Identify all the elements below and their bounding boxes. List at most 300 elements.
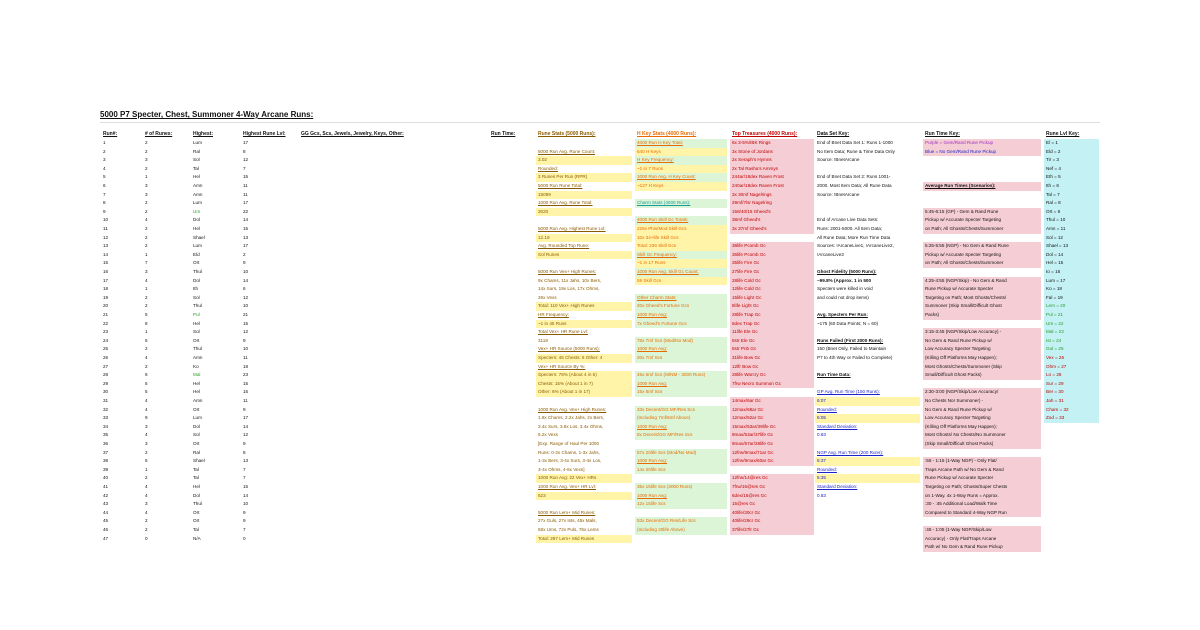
rune-count-cell: 0 bbox=[145, 535, 148, 541]
runestats-cell: [Exp. Range of Haul Per 1000 bbox=[538, 441, 600, 446]
highest-rune-cell: Lum bbox=[193, 415, 202, 421]
datakey-cell: 6:07 bbox=[815, 397, 920, 406]
highest-lvl-cell: 10 bbox=[243, 501, 249, 507]
highest-rune-cell: Thul bbox=[193, 269, 202, 274]
runestats-cell: 27x Guls, 27x Ists, 45x Mals, bbox=[538, 518, 597, 524]
highest-rune-cell: Hel bbox=[193, 226, 200, 231]
timekey-cell: No Gem & Rand Rune Pickup w/ bbox=[923, 406, 1041, 415]
run-number-cell: 46 bbox=[103, 527, 109, 532]
datakey-cell: Source: !BnetArcane bbox=[817, 157, 860, 163]
run-number-cell: 36 bbox=[103, 441, 109, 446]
header-run: Run#: bbox=[103, 131, 118, 137]
highest-rune-cell: Shael bbox=[193, 458, 205, 464]
datakey-cell: Rounded: bbox=[817, 466, 837, 472]
timekey-cell: :55 - 1:15 (1-Way NGP) - Only Flat/ bbox=[923, 457, 1041, 466]
datakey-cell: ~175 (60 Data Points; N = 60) bbox=[817, 320, 879, 326]
timekey-cell: :45 - 1:05 (1-Way NGP/Skip/Low bbox=[923, 526, 1041, 535]
hkey-cell: ~1 in 7 Runs bbox=[635, 165, 727, 174]
rune-count-cell: 1 bbox=[145, 329, 148, 335]
hkey-cell: (Including 20life Above) bbox=[635, 526, 727, 535]
highest-rune-cell: Tal bbox=[193, 527, 199, 532]
runestats-cell: 5000 Run Rune Total: bbox=[538, 183, 583, 188]
hkey-cell: 20x Gheed's Fortune Gcs bbox=[635, 302, 727, 311]
lvlkey-cell: Gul = 25 bbox=[1044, 345, 1099, 354]
treasure-cell: 158/40/15 Gheed's bbox=[730, 208, 814, 217]
run-number-cell: 20 bbox=[103, 303, 109, 309]
timekey-cell: (Killing Off Platforms May Happen); bbox=[923, 423, 1041, 432]
highest-lvl-cell: 8 bbox=[243, 449, 246, 455]
rune-count-cell: 2 bbox=[145, 363, 148, 369]
highest-lvl-cell: 17 bbox=[243, 140, 249, 145]
timekey-cell: Pickup w/ Accurate Specter Targeting bbox=[923, 251, 1041, 260]
run-number-cell: 29 bbox=[103, 380, 109, 386]
rune-count-cell: 4 bbox=[145, 432, 148, 438]
rune-count-cell: 5 bbox=[145, 458, 148, 464]
rune-count-cell: 4 bbox=[145, 484, 148, 489]
treasure-cell: 12max/68ar Gc bbox=[730, 406, 814, 415]
highest-lvl-cell: 9 bbox=[243, 509, 246, 515]
run-number-cell: 44 bbox=[103, 509, 109, 515]
highest-lvl-cell: 6 bbox=[243, 286, 246, 292]
treasure-cell: 5str Pnb Gc bbox=[730, 345, 814, 354]
treasure-cell: 3x 37mf Gheed's bbox=[730, 225, 814, 234]
datakey-cell: GP Avg. Run Time (150 Runs): bbox=[817, 389, 880, 395]
timekey-cell: Pickup w/ Accurate Specter Targeting bbox=[923, 216, 1041, 225]
highest-lvl-cell: 10 bbox=[243, 303, 249, 309]
datakey-cell: Run Time Data: bbox=[817, 372, 851, 378]
run-number-cell: 43 bbox=[103, 501, 109, 507]
runestats-cell: 26x Vexs bbox=[538, 294, 557, 300]
lvlkey-cell: Shael = 13 bbox=[1044, 242, 1099, 251]
rune-count-cell: 2 bbox=[145, 200, 148, 206]
timekey-cell: Compared to Standard 4-Way NGP Run bbox=[923, 509, 1041, 518]
run-number-cell: 18 bbox=[103, 286, 109, 292]
highest-lvl-cell: 12 bbox=[243, 432, 249, 438]
hkey-cell: Skill Gc Frequency: bbox=[635, 251, 727, 260]
highest-rune-cell: Amn bbox=[193, 191, 203, 197]
header-treasure: Top Treasures (4000 Runs): bbox=[732, 131, 798, 137]
highest-rune-cell: Dol bbox=[193, 492, 200, 498]
lvlkey-cell: Ohm = 27 bbox=[1044, 363, 1099, 372]
hkey-cell: 33x Decent/GG MF/Res Scs bbox=[635, 406, 727, 415]
run-number-cell: 4 bbox=[103, 165, 106, 171]
header-runestats: Rune Stats (5000 Runs): bbox=[538, 131, 596, 137]
highest-rune-cell: Mal bbox=[193, 372, 201, 378]
runestats-cell: Total: 110 Vex+ High Runes bbox=[536, 302, 632, 311]
run-number-cell: 15 bbox=[103, 260, 109, 266]
hkey-cell: 226x Phis/Mod Skill Gcs bbox=[635, 225, 727, 234]
lvlkey-cell: Mal = 23 bbox=[1044, 328, 1099, 337]
highest-lvl-cell: 15 bbox=[243, 484, 249, 489]
hkey-cell: 1000 Run Avg: bbox=[635, 345, 727, 354]
runestats-cell: HR Frequency: bbox=[538, 312, 569, 317]
highest-rune-cell: Hel bbox=[193, 389, 200, 395]
timekey-cell: Targeting on Path; Ghosts/Super Chests bbox=[923, 483, 1041, 492]
run-number-cell: 40 bbox=[103, 475, 109, 481]
header-gg: GG Gcs, Scs, Jewels, Jewelry, Keys, Other: bbox=[301, 131, 404, 137]
highest-rune-cell: Ort bbox=[193, 441, 200, 446]
hkey-cell: 12x 15life Scs bbox=[635, 500, 727, 509]
hkey-cell: 45x 6mf Scs (M/NM - 3000 Runs) bbox=[635, 371, 727, 380]
hkey-cell: 57x 20life Scs (Mod/No Mod) bbox=[635, 449, 727, 458]
treasure-cell: 35life Fire Gc bbox=[730, 259, 814, 268]
treasure-cell: 3x Stone of Jordans bbox=[730, 148, 814, 157]
highest-lvl-cell: 17 bbox=[243, 200, 249, 206]
datakey-cell: Ghost Fidelity (5000 Runs): bbox=[817, 269, 877, 274]
highest-rune-cell: Sol bbox=[193, 432, 200, 438]
datakey-cell: Avg. Specters Per Run: bbox=[817, 312, 868, 317]
highest-rune-cell: Thul bbox=[193, 501, 202, 507]
rune-count-cell: 2 bbox=[145, 165, 148, 171]
timekey-cell: (Skip Small/Difficult Ghost Packs) bbox=[923, 440, 1041, 449]
treasure-cell: 15max/53ar/39life Gc bbox=[730, 423, 814, 432]
datakey-cell: Sources: !ArcaneLive1, !ArcaneLive2, bbox=[817, 243, 894, 249]
run-number-cell: 23 bbox=[103, 329, 109, 335]
runestats-cell: 3020 bbox=[536, 208, 632, 217]
highest-lvl-cell: 17 bbox=[243, 415, 249, 421]
runestats-cell: 15099 bbox=[536, 191, 632, 200]
rune-count-cell: 3 bbox=[145, 183, 148, 188]
hkey-cell: 1000 Run Avg: bbox=[635, 311, 727, 320]
highest-rune-cell: Dol bbox=[193, 217, 200, 223]
treasure-cell: 5str Ele Gc bbox=[730, 337, 814, 346]
runestats-cell: Chests: 15% (About 1 in 7) bbox=[536, 380, 632, 389]
header-runtime: Run Time: bbox=[491, 131, 516, 137]
run-number-cell: 45 bbox=[103, 518, 109, 524]
highest-rune-cell: Tal bbox=[193, 475, 199, 481]
rune-count-cell: 6 bbox=[145, 372, 148, 378]
rune-count-cell: 2 bbox=[145, 140, 148, 145]
treasure-cell: 14max/6ar Gc bbox=[730, 397, 814, 406]
hkey-cell: 640 H Keys bbox=[635, 148, 727, 157]
treasure-cell: 15life Light Gc bbox=[730, 294, 814, 303]
treasure-cell: 12lfr Bow Gc bbox=[730, 363, 814, 372]
datakey-cell: End of Bnet Data Set 1: Runs 1-1000 bbox=[817, 140, 893, 145]
run-number-cell: 41 bbox=[103, 484, 109, 489]
highest-lvl-cell: 10 bbox=[243, 346, 249, 352]
run-number-cell: 5 bbox=[103, 174, 106, 180]
run-number-cell: 42 bbox=[103, 492, 109, 498]
treasure-cell: 37life/27lr Gc bbox=[730, 526, 814, 535]
run-number-cell: 3 bbox=[103, 157, 106, 163]
treasure-cell: 2x Tal Rasha's Ammys bbox=[730, 165, 814, 174]
run-number-cell: 11 bbox=[103, 226, 108, 231]
highest-rune-cell: Amn bbox=[193, 398, 203, 403]
rune-count-cell: 5 bbox=[145, 380, 148, 386]
timekey-cell: Most Ghosts/Chests/Summoner (Skip bbox=[923, 363, 1041, 372]
timekey-cell: Blue = No Gem/Rand Rune Pickup bbox=[923, 148, 1041, 157]
rune-count-cell: 2 bbox=[145, 527, 148, 532]
runestats-cell: Total Vex+ HR Rune Lvl: bbox=[538, 329, 588, 335]
rune-count-cell: 4 bbox=[145, 398, 148, 403]
hkey-cell: 14x 20life Scs bbox=[635, 466, 727, 475]
datakey-cell: and could not drop items) bbox=[817, 294, 869, 300]
hkey-cell: H Key Frequency: bbox=[635, 156, 727, 165]
highest-lvl-cell: 18 bbox=[243, 363, 249, 369]
timekey-cell: Most Ghosts/ No Chests/No Summoner bbox=[923, 431, 1041, 440]
runestats-cell: 1000 Run Avg. Vex+ HR Lvl: bbox=[538, 484, 597, 489]
timekey-cell: on Path; All Ghosts/Chests/Summoner bbox=[923, 225, 1041, 234]
highest-rune-cell: Ort bbox=[193, 406, 200, 412]
highest-rune-cell: Ral bbox=[193, 449, 200, 455]
run-number-cell: 6 bbox=[103, 183, 106, 188]
datakey-cell: P7 to 4th Way or Failed to Complete) bbox=[817, 355, 893, 360]
lvlkey-cell: Jah = 31 bbox=[1044, 397, 1099, 406]
timekey-cell: Purple = Gem/Rand Rune Pickup bbox=[923, 139, 1041, 148]
lvlkey-cell: Ko = 18 bbox=[1044, 285, 1099, 294]
runestats-cell: Specters: 78% (About 4 in 5) bbox=[536, 371, 632, 380]
runestats-cell: 1000 Run Avg: 22 Vex+ HRs bbox=[536, 474, 632, 483]
rune-count-cell: 2 bbox=[145, 518, 148, 524]
rune-count-cell: 3 bbox=[145, 191, 148, 197]
highest-rune-cell: Lum bbox=[193, 200, 202, 206]
highest-lvl-cell: 8 bbox=[243, 148, 246, 154]
timekey-cell: No Chests Nor Summoner) - bbox=[923, 397, 1041, 406]
lvlkey-cell: Um = 22 bbox=[1044, 320, 1099, 329]
datakey-cell: ~99.8% (Approx. 1 in 500 bbox=[817, 277, 871, 283]
highest-lvl-cell: 23 bbox=[243, 372, 249, 378]
datakey-cell: Standard Deviation: bbox=[817, 484, 858, 489]
hkey-cell: Other Charm Stats: bbox=[635, 294, 727, 303]
datakey-cell: !ArcaneLive3 bbox=[817, 251, 844, 257]
highest-lvl-cell: 22 bbox=[243, 208, 249, 214]
highest-rune-cell: Amn bbox=[193, 183, 203, 188]
runestats-cell: 9x Chams, 11x Jahs, 10x Bers, bbox=[538, 277, 602, 283]
run-number-cell: 7 bbox=[103, 191, 106, 197]
runestats-cell: Vex+ HR Source By %: bbox=[538, 363, 586, 369]
datakey-cell: 0.83 bbox=[817, 432, 826, 438]
treasure-cell: 38mf Gheed's bbox=[730, 216, 814, 225]
hkey-cell: 8x Decent/GG MF/Res Scs bbox=[635, 431, 727, 440]
treasure-cell: 9max/53ar/37life Gc bbox=[730, 431, 814, 440]
rune-count-cell: 8 bbox=[145, 320, 148, 326]
treasure-cell: 29mf/7lsr Nagelring bbox=[730, 199, 814, 208]
runestats-cell: Avg. Rounded Top Rune: bbox=[538, 243, 590, 249]
highest-lvl-cell: 13 bbox=[243, 234, 249, 240]
highest-rune-cell: Lum bbox=[193, 140, 202, 145]
highest-lvl-cell: 11 bbox=[243, 191, 248, 197]
hkey-cell: 35x 15life Scs (3000 Runs) bbox=[635, 483, 727, 492]
run-number-cell: 10 bbox=[103, 217, 109, 223]
run-number-cell: 33 bbox=[103, 415, 109, 421]
treasure-cell: 12frw/9max/60ar Gc bbox=[730, 457, 814, 466]
run-number-cell: 24 bbox=[103, 337, 109, 343]
timekey-cell: Accuracy) - Only Flat/Traps Arcane bbox=[923, 535, 1041, 544]
run-number-cell: 21 bbox=[103, 312, 109, 317]
rune-count-cell: 2 bbox=[145, 303, 148, 309]
highest-rune-cell: Hel bbox=[193, 174, 200, 180]
run-number-cell: 26 bbox=[103, 355, 109, 360]
timekey-cell: 3:15-3:45 (NGP/Skip/Low Accuracy) - bbox=[923, 328, 1041, 337]
highest-rune-cell: Thul bbox=[193, 346, 202, 352]
runestats-cell: 14x Surs, 19x Los, 17x Ohms, bbox=[538, 286, 600, 292]
rune-count-cell: 5 bbox=[145, 312, 148, 317]
runestats-cell: ~1 in 45 Runs bbox=[536, 320, 632, 329]
highest-rune-cell: Ort bbox=[193, 260, 200, 266]
rune-count-cell: 7 bbox=[145, 260, 148, 266]
rune-count-cell: 2 bbox=[145, 294, 148, 300]
run-number-cell: 12 bbox=[103, 234, 109, 240]
runestats-cell: 623 bbox=[536, 492, 632, 501]
timekey-cell: Low Accuracy Specter Targeting bbox=[923, 414, 1041, 423]
highest-rune-cell: N/A bbox=[193, 535, 201, 541]
rune-count-cell: 2 bbox=[145, 148, 148, 154]
highest-rune-cell: Thul bbox=[193, 303, 202, 309]
highest-rune-cell: Ort bbox=[193, 509, 200, 515]
run-number-cell: 2 bbox=[103, 148, 106, 154]
highest-lvl-cell: 14 bbox=[243, 277, 249, 283]
treasure-cell: 15@res Gc bbox=[730, 500, 814, 509]
rune-count-cell: 1 bbox=[145, 251, 148, 257]
datakey-cell: 5:35 bbox=[815, 474, 920, 483]
treasure-cell: 8life Light Gc bbox=[730, 302, 814, 311]
highest-lvl-cell: 14 bbox=[243, 492, 249, 498]
lvlkey-cell: Amn = 11 bbox=[1044, 225, 1099, 234]
datakey-cell: Source: !BnetArcane bbox=[817, 191, 860, 197]
lvlkey-cell: Ist = 24 bbox=[1044, 337, 1099, 346]
datakey-cell: Runs Failed (First 2000 Runs): bbox=[817, 337, 884, 343]
title-divider bbox=[100, 122, 1100, 123]
highest-lvl-cell: 17 bbox=[243, 243, 249, 249]
highest-lvl-cell: 15 bbox=[243, 389, 249, 395]
lvlkey-cell: Fal = 19 bbox=[1044, 294, 1099, 303]
rune-count-cell: 4 bbox=[145, 492, 148, 498]
datakey-cell: 6:05 bbox=[815, 414, 920, 423]
rune-count-cell: 4 bbox=[145, 406, 148, 412]
hkey-cell: 1000 Run Avg. Skill Gc Count: bbox=[635, 268, 727, 277]
hkey-cell: 1000 Run Avg: bbox=[635, 492, 727, 501]
run-number-cell: 34 bbox=[103, 423, 109, 429]
treasure-cell: 7frw Necro Summon Gc bbox=[730, 380, 814, 389]
datakey-cell: Specters were killed in void bbox=[817, 286, 873, 292]
highest-rune-cell: Sol bbox=[193, 294, 200, 300]
treasure-cell: 244ar/18dex Raven Frost bbox=[730, 173, 814, 182]
treasure-cell: 40life/29cr Gc bbox=[730, 517, 814, 526]
header-highest: Highest: bbox=[193, 131, 213, 137]
treasure-cell: 3x 30mf Nagelrings bbox=[730, 191, 814, 200]
runestats-cell: 5000 Run Vex+ High Runes: bbox=[538, 269, 597, 274]
hkey-cell: Charm Stats (4000 Runs): bbox=[635, 199, 727, 208]
hkey-cell: 78x 7mf Scs (Mod/No Mod) bbox=[635, 337, 727, 346]
hkey-cell: 4000 Run Skill Gc Totals: bbox=[635, 216, 727, 225]
header-lvlkey: Rune Lvl Key: bbox=[1046, 131, 1080, 137]
hkey-cell: 1000 Run Avg. H Key Count: bbox=[635, 173, 727, 182]
highest-lvl-cell: 12 bbox=[243, 157, 249, 163]
highest-lvl-cell: 9 bbox=[243, 406, 246, 412]
datakey-cell: 150 (Bnet Only, Failed to Maintain bbox=[817, 346, 887, 352]
lvlkey-cell: Sur = 29 bbox=[1044, 380, 1099, 389]
highest-rune-cell: Pul bbox=[193, 312, 200, 317]
highest-lvl-cell: 2 bbox=[243, 251, 246, 257]
lvlkey-cell: Ith = 6 bbox=[1044, 182, 1099, 191]
treasure-cell: 5dex Trap Gc bbox=[730, 320, 814, 329]
rune-count-cell: 1 bbox=[145, 466, 148, 472]
highest-rune-cell: Tal bbox=[193, 165, 199, 171]
lvlkey-cell: Hel = 15 bbox=[1044, 259, 1099, 268]
rune-count-cell: 3 bbox=[145, 157, 148, 163]
treasure-cell: 12max/52ar Gc bbox=[730, 414, 814, 423]
highest-rune-cell: Um bbox=[193, 208, 201, 214]
highest-lvl-cell: 9 bbox=[243, 260, 246, 266]
hkey-cell: 1000 Run Avg: bbox=[635, 380, 727, 389]
run-number-cell: 16 bbox=[103, 269, 109, 274]
hkey-cell: 7x Gheed's Fortune Gcs bbox=[635, 320, 727, 329]
runestats-cell: Rounded: bbox=[538, 165, 558, 171]
header-timekey: Run Time Key: bbox=[925, 131, 960, 137]
treasure-cell: 12frw/14@res Gc bbox=[730, 474, 814, 483]
rune-count-cell: 2 bbox=[145, 208, 148, 214]
treasure-cell: 11life Ele Gc bbox=[730, 328, 814, 337]
rune-count-cell: 3 bbox=[145, 423, 148, 429]
runestats-cell: Runs: 0-2x Chams, 1-3x Jahs, bbox=[538, 449, 600, 455]
hkey-cell: 4000 Run H Key Total: bbox=[635, 139, 727, 148]
run-number-cell: 9 bbox=[103, 208, 106, 214]
treasure-cell: 12life Cold Gc bbox=[730, 285, 814, 294]
rune-count-cell: 2 bbox=[145, 226, 148, 231]
datakey-cell: 0.83 bbox=[817, 492, 826, 498]
timekey-cell: Packs) bbox=[923, 311, 1041, 320]
treasure-cell: 12frw/9max/71ar Gc bbox=[730, 449, 814, 458]
datakey-cell: 2000. Most Item Data; All Rune Data bbox=[817, 183, 892, 188]
run-number-cell: 19 bbox=[103, 294, 109, 300]
lvlkey-cell: El = 1 bbox=[1044, 139, 1099, 148]
timekey-cell: 5:45-6:15 (GP) - Gem & Rand Rune bbox=[923, 208, 1041, 217]
hkey-cell: ~1 in 17 Runs bbox=[635, 259, 727, 268]
lvlkey-cell: Tal = 7 bbox=[1044, 191, 1099, 200]
highest-rune-cell: Dol bbox=[193, 423, 200, 429]
lvlkey-cell: Lo = 28 bbox=[1044, 371, 1099, 380]
treasure-cell: 6dex/15@res Gc bbox=[730, 492, 814, 501]
highest-lvl-cell: 21 bbox=[243, 312, 249, 317]
runestats-cell: Specters: 45 Chests: 6 Other: 4 bbox=[536, 354, 632, 363]
run-number-cell: 28 bbox=[103, 372, 109, 378]
lvlkey-cell: Tir = 3 bbox=[1044, 156, 1099, 165]
highest-rune-cell: Hel bbox=[193, 484, 200, 489]
lvlkey-cell: Ral = 8 bbox=[1044, 199, 1099, 208]
treasure-cell: 28life Cold Gc bbox=[730, 277, 814, 286]
lvlkey-cell: Thul = 10 bbox=[1044, 216, 1099, 225]
hkey-cell: 53x Decent/GG Res/Life Scs bbox=[635, 517, 727, 526]
highest-lvl-cell: 7 bbox=[243, 527, 246, 532]
treasure-cell: 36life Pcomb Gc bbox=[730, 251, 814, 260]
rune-count-cell: 2 bbox=[145, 475, 148, 481]
treasure-cell: 27life Fire Gc bbox=[730, 268, 814, 277]
highest-lvl-cell: 7 bbox=[243, 475, 246, 481]
run-number-cell: 8 bbox=[103, 200, 106, 206]
highest-lvl-cell: 7 bbox=[243, 466, 246, 472]
treasure-cell: 6x 3-5%/IBK Rings bbox=[730, 139, 814, 148]
timekey-cell: Path w/ No Gem & Rand Rune Pickup bbox=[923, 543, 1041, 552]
timekey-cell: 2:30-3:00 (NGP/Skip/Low Accuracy/ bbox=[923, 388, 1041, 397]
timekey-cell: Rune Pickup w/ Accurate Specter bbox=[923, 285, 1041, 294]
lvlkey-cell: Lem = 20 bbox=[1044, 302, 1099, 311]
run-number-cell: 37 bbox=[103, 449, 109, 455]
runestats-cell: 1-3x Bers, 3-4x Surs, 3-4x Los, bbox=[538, 458, 602, 464]
highest-rune-cell: Ort bbox=[193, 337, 200, 343]
rune-count-cell: 2 bbox=[145, 346, 148, 352]
timekey-cell: 5:25-5:55 (NGP) - No Gem & Rand Rune bbox=[923, 242, 1041, 251]
highest-lvl-cell: 13 bbox=[243, 458, 249, 464]
highest-rune-cell: Shael bbox=[193, 234, 205, 240]
hkey-cell: 59 Skill Gcs bbox=[635, 277, 727, 286]
runestats-cell: Sol Runes bbox=[536, 251, 632, 260]
header-runes: # of Runes: bbox=[145, 131, 173, 137]
runestats-cell: 1000 Run Avg. Rune Total: bbox=[538, 200, 593, 206]
run-number-cell: 22 bbox=[103, 320, 109, 326]
treasure-cell: 28life Warcry Gc bbox=[730, 371, 814, 380]
treasure-cell: 7frw/15@res Gc bbox=[730, 483, 814, 492]
highest-lvl-cell: 11 bbox=[243, 398, 248, 403]
